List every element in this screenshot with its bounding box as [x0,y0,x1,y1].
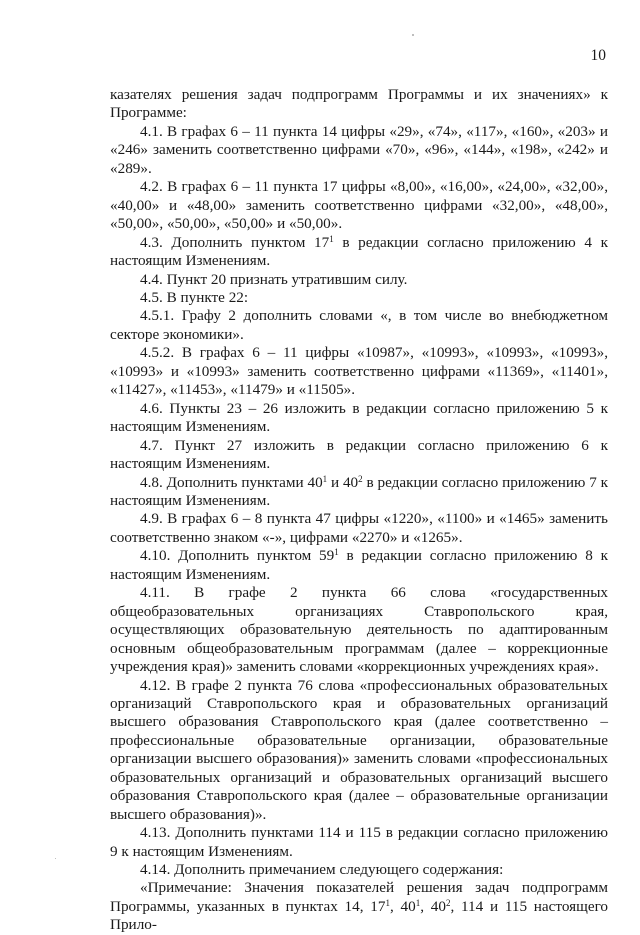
scan-speck [55,858,56,859]
superscript: 1 [415,897,421,908]
paragraph-4-5-2: 4.5.2. В графах 6 – 11 цифры «10987», «10993», «10993», «10993», «10993» и «10993» заменить соответственно цифрами «11369», «11401», «11427», «11453», «11479» и «11505». [110,344,608,399]
paragraph-note [110,879,608,934]
document-body [110,86,608,935]
paragraph-4-8 [110,474,608,511]
scan-speck [412,34,414,36]
text: и 40 [327,473,359,491]
text: , 114 и 115 настоящего Прило- [110,897,609,934]
text: в редакции согласно приложению 4 к настоящим Изменениям. [110,233,608,270]
paragraph-4-5-1: 4.5.1. Графу 2 дополнить словами «, в том числе во внебюджетном секторе экономики». [110,307,608,343]
superscript: 1 [385,897,390,908]
page-number: 10 [590,47,606,64]
superscript: 1 [334,547,339,558]
paragraph-4-14: 4.14. Дополнить примечанием следующего содержания: [140,861,504,879]
text: в редакции согласно приложению 8 к настоящим Изменениям. [110,547,608,583]
paragraph-4-12: 4.12. В графе 2 пункта 76 слова «профессиональных образовательных организаций Ставропольского края и образовательных организаций высшего образования Ставропольского края (далее соответственно – профессиональные образовательные организации, образовательные организации высшего образования)» заменить словами «профессиональных образовательных организаций и образовательных организаций высшего образования Ставропольского края (далее – образовательные организации высшего образования)». [110,676,608,823]
paragraph-4-2: 4.2. В графах 6 – 11 пункта 17 цифры «8,00», «16,00», «24,00», «32,00», «40,00» и «48,00» заменить соответственно цифрами «32,00», «48,00», «50,00», «50,00», «50,00» и «50,00». [110,178,608,233]
text: в редакции согласно приложению 7 к настоящим Изменениям. [110,473,608,509]
text: «Примечание: Значения показателей решения задач подпрограмм Программы, указанных в пунктах 14, 17 [110,879,608,915]
paragraph-4-13: 4.13. Дополнить пунктами 114 и 115 в редакции согласно приложению 9 к настоящим Изменениям. [110,824,608,860]
paragraph-4-7: 4.7. Пункт 27 изложить в редакции согласно приложению 6 к настоящим Изменениям. [110,436,608,473]
paragraph-4-5: 4.5. В пункте 22: [140,288,249,306]
text: , 40 [389,897,416,915]
paragraph-4-3 [110,234,608,271]
paragraph-4-9: 4.9. В графах 6 – 8 пункта 47 цифры «1220», «1100» и «1465» заменить соответственно знаком «-», цифрами «2270» и «1265». [110,510,608,546]
paragraph-4-11: 4.11. В графе 2 пункта 66 слова «государственных общеобразовательных организациях Ставропольского края, осуществляющих образовательную деятельность по адаптированным основным общеобразовательным программам (далее – коррекционные учреждения края)» заменить словами «коррекционных учреждениях края». [110,584,608,676]
superscript: 2 [445,897,451,908]
paragraph-4-6: 4.6. Пункты 23 – 26 изложить в редакции согласно приложению 5 к настоящим Изменениям. [110,399,608,436]
paragraph-4-10 [110,547,608,584]
superscript: 1 [329,233,334,244]
text: , 40 [420,897,446,915]
superscript: 1 [322,473,328,484]
text: 4.3. Дополнить пунктом 17 [140,233,330,251]
text: 4.8. Дополнить пунктами 40 [140,473,323,491]
paragraph-continuation: казателях решения задач подпрограмм Программы и их значениях» к Программе: [110,86,608,122]
superscript: 2 [358,473,363,484]
paragraph-4-1: 4.1. В графах 6 – 11 пункта 14 цифры «29», «74», «117», «160», «203» и «246» заменить соответственно цифрами «70», «96», «144», «198», «242» и «289». [110,122,608,177]
paragraph-4-4: 4.4. Пункт 20 признать утратившим силу. [140,270,408,288]
text: 4.10. Дополнить пунктом 59 [140,547,335,565]
